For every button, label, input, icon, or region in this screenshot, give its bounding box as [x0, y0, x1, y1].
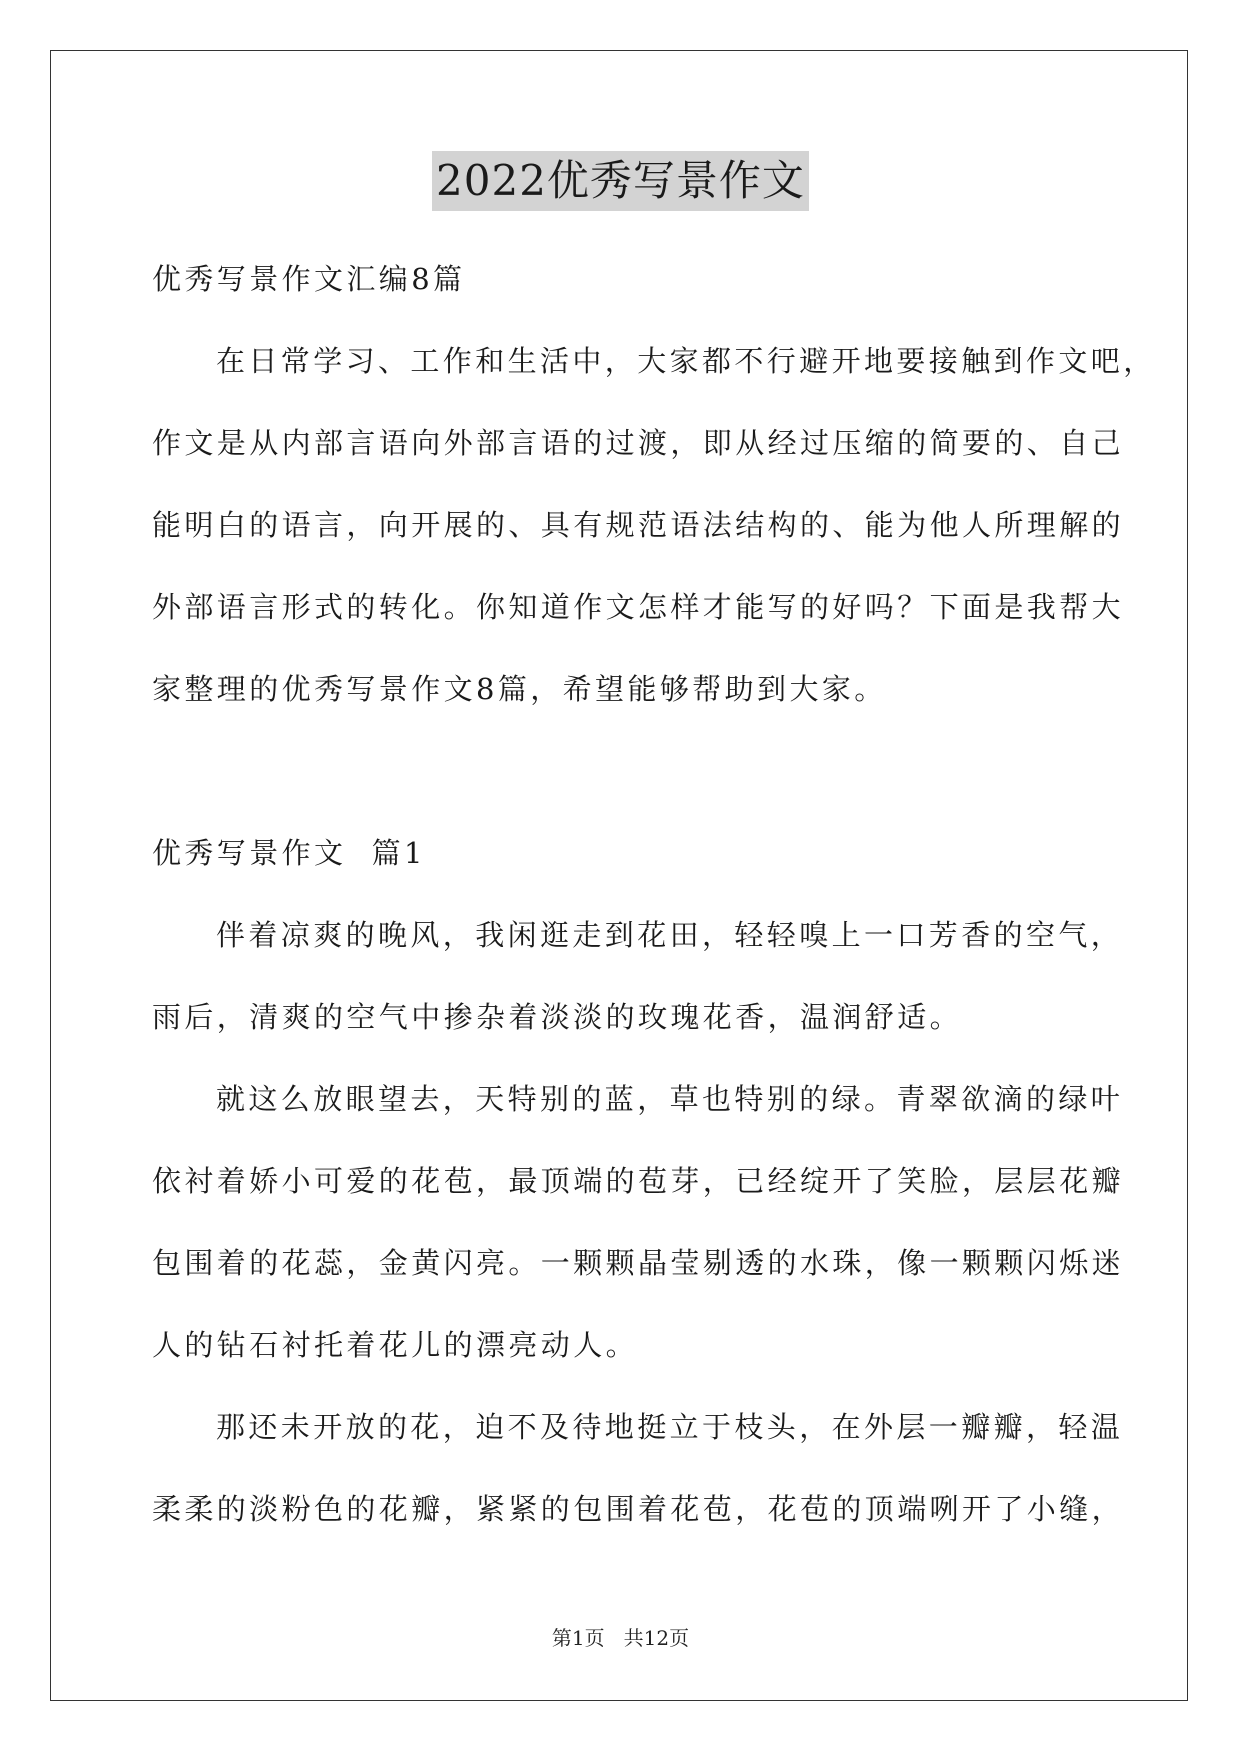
blank-line [152, 730, 1092, 812]
document-title: 2022优秀写景作文 [432, 151, 809, 211]
section-heading: 优秀写景作文 篇1 [152, 836, 426, 870]
text-line: 外部语言形式的转化。你知道作文怎样才能写的好吗？下面是我帮大 [152, 590, 1125, 624]
text-line: 雨后，清爽的空气中掺杂着淡淡的玫瑰花香，温润舒适。 [152, 1000, 963, 1034]
text-line: 作文是从内部言语向外部言语的过渡，即从经过压缩的简要的、自己 [152, 426, 1125, 460]
text-line: 就这么放眼望去，天特别的蓝，草也特别的绿。青翠欲滴的绿叶 [216, 1082, 1124, 1116]
text-line: 依衬着娇小可爱的花苞，最顶端的苞芽，已经绽开了笑脸，层层花瓣 [152, 1164, 1125, 1198]
text-line: 包围着的花蕊，金黄闪亮。一颗颗晶莹剔透的水珠，像一颗颗闪烁迷 [152, 1246, 1125, 1280]
text-line: 人的钻石衬托着花儿的漂亮动人。 [152, 1328, 639, 1362]
text-line: 优秀写景作文汇编8篇 [152, 262, 466, 296]
text-line: 伴着凉爽的晚风，我闲逛走到花田，轻轻嗅上一口芳香的空气， [216, 918, 1124, 952]
text-line: 在日常学习、工作和生活中，大家都不行避开地要接触到作文吧， [216, 344, 1156, 378]
document-title-wrapper [0, 151, 1241, 211]
page-number: 第1页 共12页 [551, 1626, 690, 1650]
text-line: 能明白的语言，向开展的、具有规范语法结构的、能为他人所理解的 [152, 508, 1125, 542]
text-line: 柔柔的淡粉色的花瓣，紧紧的包围着花苞，花苞的顶端咧开了小缝， [152, 1492, 1125, 1526]
text-line: 家整理的优秀写景作文8篇，希望能够帮助到大家。 [152, 672, 887, 706]
text-line: 那还未开放的花，迫不及待地挺立于枝头，在外层一瓣瓣，轻温 [216, 1410, 1124, 1444]
document-body [152, 238, 1156, 1550]
